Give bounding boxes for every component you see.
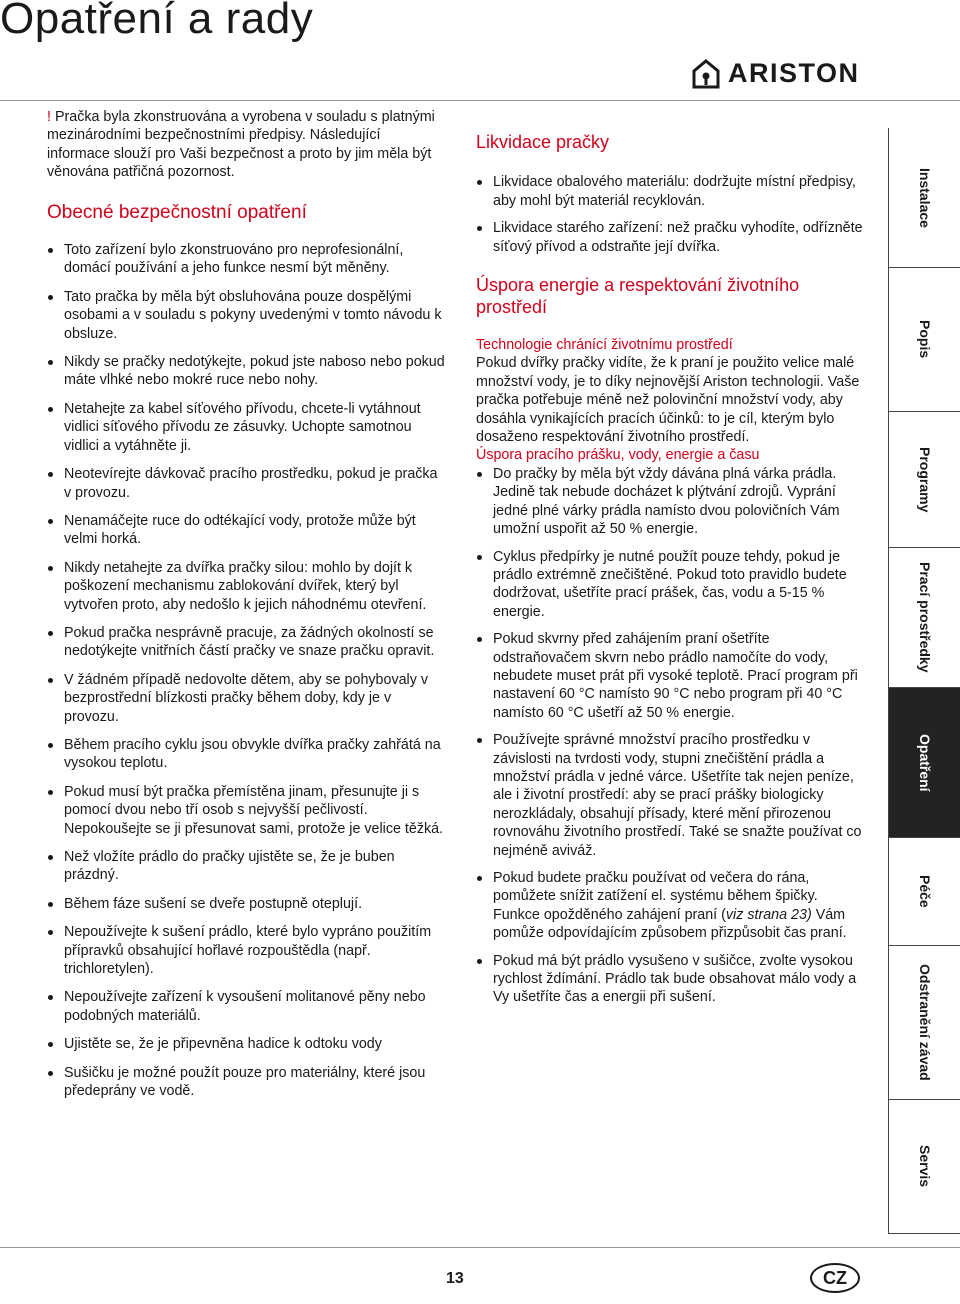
list-item: Nikdy se pračky nedotýkejte, pokud jste naboso nebo pokud máte vlhké nebo mokré ruce nebo nohy. [47,353,447,390]
tab-label: Odstranění závad [917,964,933,1081]
list-item: V žádném případě nedovolte dětem, aby se pohybovaly v bezprostřední blízkosti pračky během doby, kdy je v provozu. [47,671,447,726]
tab-label: Instalace [917,167,933,228]
safety-list [47,241,447,1100]
disposal-list [476,173,868,256]
list-item: Během pracího cyklu jsou obvykle dvířka pračky zahřátá na vysokou teplotu. [47,736,447,773]
header-rule [0,100,960,101]
energy-heading: Úspora energie a respektování životního prostředí [476,275,800,318]
list-item: Nenamáčejte ruce do odtékající vody, protože může být velmi horká. [47,512,447,549]
tab-servis[interactable] [889,1100,960,1234]
brand-name: ARISTON [728,58,860,88]
ariston-logo [692,58,860,89]
list-item: Toto zařízení bylo zkonstruováno pro neprofesionální, domácí používání a jeho funkce nesmí být měněny. [47,241,447,278]
delay-text-after: Vám pomůže odpovídajícím způsobem přizpůsobit čas praní. [493,906,847,942]
tab-opatreni[interactable] [889,688,960,838]
list-item: Pokud má být prádlo vysušeno v sušičce, zvolte vysokou rychlost ždímání. Prádlo tak bude obsahovat málo vody a Vy ušetříte čas a energii při sušení. [476,952,868,1007]
list-item: Do pračky by měla být vždy dávána plná várka prádla. Jedině tak nebude docházet k plýtvání zdrojů. Vyprání jedné plné várky prádla namísto dvou polovičních Vám umožní uspořit až 50 % energie. [476,465,868,539]
house-logo-icon [692,59,720,89]
intro-paragraph [47,108,447,182]
list-item: Pokud musí být pračka přemístěna jinam, přesunujte ji s pomocí dvou nebo tří osob s nejvyšší pečlivostí. Nepokoušejte se ji přesunovat sami, protože je velice těžká. [47,783,447,838]
saving-list [476,465,868,1007]
tab-instalace[interactable] [889,128,960,268]
footer-rule [0,1247,960,1248]
general-safety-heading: Obecné bezpečnostní opatření [47,201,307,223]
list-item: Netahejte za kabel síťového přívodu, chcete-li vytáhnout vidlici síťového přívodu ze zásuvky. Uchopte samotnou vidlici a vytáhněte ji. [47,400,447,455]
list-item: Nikdy netahejte za dvířka pračky silou: mohlo by dojít k poškození mechanismu zablokování dvířek, který byl vytvořen proto, aby nedošlo k jejich náhodnému otevření. [47,559,447,614]
list-item: Používejte správné množství pracího prostředku v závislosti na tvrdosti vody, stupni znečištění prádla a množství prádla v jedné várce. Ušetříte tak nejen peníze, ale i životní prostředí: aby se prací prášky biologicky nerozkládaly, obsahují přísady, které mění přirozenou rovnováhu životního prostředí. Také se snažte používat co nejméně aviváž. [476,731,868,860]
page-number: 13 [446,1270,464,1287]
list-item: Nepoužívejte k sušení prádlo, které bylo vypráno použitím přípravků obsahující hořlavé rozpouštědla (např. trichloretylen). [47,923,447,978]
safety-column [47,108,447,1110]
list-item: Tato pračka by měla být obsluhována pouze dospělými osobami a v souladu s pokyny uvedenými v tomto návodu k obsluze. [47,288,447,343]
tab-pece[interactable] [889,838,960,946]
tech-paragraph: Pokud dvířky pračky vidíte, že k praní je použito velice malé množství vody, je to díky nejnovější Ariston technologii. Vaše pračka potřebuje méně než polovinční množství vody, aby dosáhla vynikajících pracích účinků: to je cíl, kterým bylo dosaženo respektování životního prostředí. [476,355,860,446]
tab-label: Popis [917,320,933,359]
list-item: Pokud pračka nesprávně pracuje, za žádných okolností se nedotýkejte vnitřních částí pračky ve snaze pračku opravit. [47,624,447,661]
tab-label: Prací prostředky [917,562,933,673]
list-item: Cyklus předpírky je nutné použít pouze tehdy, pokud je prádlo extrémně znečištěné. Pokud toto pravidlo budete dodržovat, ušetříte prací prášek, čas, vodu a 5-15 % energie. [476,548,868,622]
tab-label: Péče [917,875,933,908]
list-item: Pokud skvrny před zahájením praní ošetříte odstraňovačem skvrn nebo prádlo namočíte do vody, nebudete muset prát při vysoké teplotě. Prací program při nastavení 60 °C namísto 90 °C nebo program při 40 °C namísto 60 °C ušetří až 50 % energie. [476,630,868,722]
saving-subheading: Úspora pracího prášku, vody, energie a času [476,447,760,464]
list-item: Během fáze sušení se dveře postupně oteplují. [47,895,447,913]
list-item: Ujistěte se, že je připevněna hadice k odtoku vody [47,1035,447,1053]
list-item: Likvidace obalového materiálu: dodržujte místní předpisy, aby mohl být materiál recyklován. [476,173,868,210]
tab-label: Servis [917,1145,933,1188]
page-title: Opatření a rady [0,0,314,43]
disposal-energy-column [476,133,868,1016]
tab-odstraneni-zavad[interactable] [889,946,960,1100]
page-reference: viz strana 23) [725,906,812,923]
list-item: Likvidace starého zařízení: než pračku vyhodíte, odřízněte síťový přívod a odstraňte její dvířka. [476,219,868,256]
list-item: Neotevírejte dávkovač pracího prostředku, pokud je pračka v provozu. [47,465,447,502]
list-item [476,869,868,943]
list-item: Sušičku je možné použít pouze pro materiálny, které jsou předeprány ve vodě. [47,1064,447,1101]
tab-praci-prostredky[interactable] [889,548,960,688]
warning-mark: ! [47,109,51,125]
tech-subheading: Technologie chránící životnímu prostředí [476,337,733,354]
tab-popis[interactable] [889,268,960,412]
delay-text-before: Pokud budete pračku používat od večera do rána, pomůžete snížit zatížení el. systému během špičky. Funkce opožděného zahájení praní ( [493,870,818,923]
language-badge: CZ [810,1263,860,1293]
tab-label: Opatření [917,733,933,792]
list-item: Než vložíte prádlo do pračky ujistěte se, že je buben prázdný. [47,848,447,885]
list-item: Nepoužívejte zařízení k vysoušení molitanové pěny nebo podobných materiálů. [47,988,447,1025]
tab-programy[interactable] [889,412,960,548]
intro-text: Pračka byla zkonstruována a vyrobena v souladu s platnými mezinárodními bezpečnostními předpisy. Následující informace slouží pro Vaši bezpečnost a proto by jim měla být věnována patřičná pozornost. [47,109,435,181]
section-tabs [888,128,960,1234]
tab-label: Programy [917,446,933,513]
disposal-heading: Likvidace pračky [476,132,610,152]
